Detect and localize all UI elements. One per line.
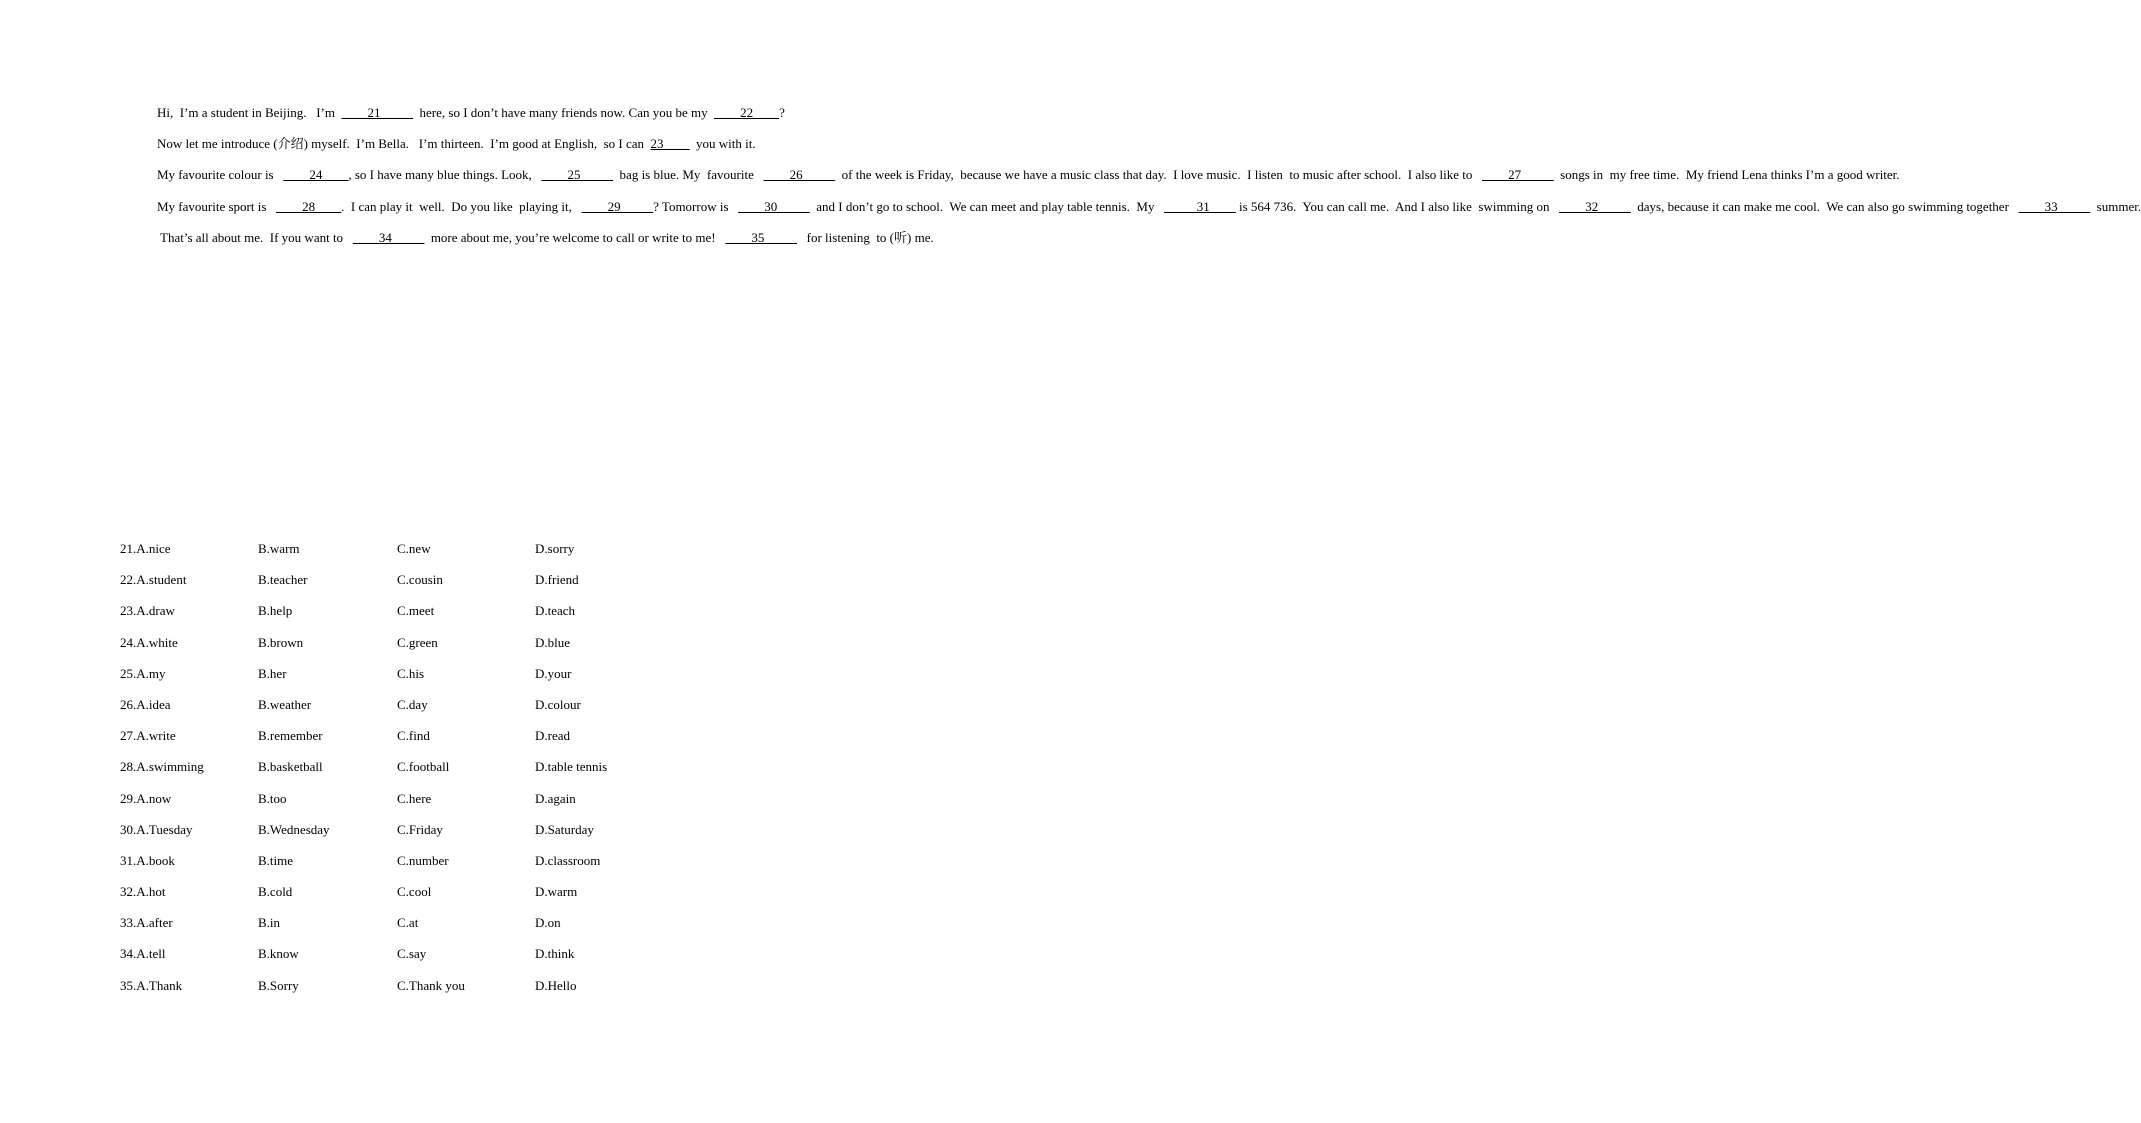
option-choice: D.Saturday [535,821,594,837]
question-options-row [120,533,680,564]
passage-text: Now let me introduce (介绍) myself. I’m Bella. I’m thirteen. I’m good at English, so I can [157,136,651,152]
option-choice: C.cousin [397,572,443,588]
passage-text: for listening to (听) me. [796,229,934,245]
option-choice: D.think [535,946,575,962]
passage-text: of the week is Friday, because we have a music class that day. I love music. I listen to music after school. I also like to [835,167,1483,183]
passage-text: songs in my free time. My friend Lena thinks I’m a good writer. [1553,167,1900,183]
passage-paragraph [120,128,756,159]
question-options-row [120,845,680,876]
option-choice: C.here [397,790,432,806]
passage-text: summer. [2090,198,2141,214]
option-choice: D.Hello [535,977,577,993]
option-choice: C.Thank you [397,977,465,993]
option-choice: B.Sorry [258,977,299,993]
option-choice: C.his [397,665,425,681]
option-choice: D.blue [535,634,571,650]
option-choice: 25.A.my [120,665,166,681]
passage-text: is 564 736. You can call me. And I also like swimming on [1235,198,1560,214]
passage-text: and I don’t go to school. We can meet and play table tennis. My [809,198,1165,214]
option-choice: B.brown [258,634,304,650]
answer-blank: ____34_____ [352,229,425,245]
question-options-row [120,689,680,720]
passage-text: Hi, I’m a student in Beijing. I’m [157,105,342,120]
answer-blank: ____30_____ [738,198,810,214]
option-choice: 24.A.white [120,634,178,650]
option-choice: 34.A.tell [120,946,166,962]
option-choice: 27.A.write [120,728,176,744]
option-choice: 28.A.swimming [120,759,204,775]
answer-blank: ____33_____ [2018,198,2091,214]
passage-text: you with it. [689,136,756,152]
passage-text: . I can play it well. Do you like playing it, [341,198,582,214]
option-choice: D.again [535,790,576,806]
passage-paragraph [120,222,934,253]
option-choice: B.know [258,946,299,962]
option-choice: B.cold [258,884,293,900]
answer-blank: ____35_____ [725,229,797,245]
option-choice: C.green [397,634,438,650]
option-choice: C.day [397,696,428,712]
passage-paragraph [120,191,2141,222]
option-choice: C.football [397,759,450,775]
question-options-row [120,938,680,969]
option-choice: 35.A.Thank [120,977,183,993]
option-choice: B.Wednesday [258,821,330,837]
question-options-row [120,658,680,689]
question-options-row [120,595,680,626]
passage-text: , so I have many blue things. Look, [348,167,542,183]
option-choice: B.warm [258,541,300,556]
option-choice: C.find [397,728,430,744]
option-choice: B.too [258,790,287,806]
passage-text: ? [779,105,785,120]
answer-blank: ____26_____ [763,167,836,183]
option-choice: 33.A.after [120,915,173,931]
option-choice: D.table tennis [535,759,608,775]
answer-blank: ____25_____ [541,167,614,183]
passage-text: days, because it can make me cool. We can also go swimming together [1630,198,2019,214]
answer-blank: ____22____ [714,105,780,120]
passage-text: My favourite colour is [157,167,284,183]
passage [120,97,2141,253]
option-choice: B.weather [258,696,312,712]
option-choice: C.cool [397,884,432,900]
option-choice: D.classroom [535,852,601,868]
passage-text: ? Tomorrow is [653,198,739,214]
option-choice: 22.A.student [120,572,187,588]
answer-blank: ____27_____ [1482,167,1554,183]
option-choice: C.meet [397,603,435,619]
option-choice: 30.A.Tuesday [120,821,193,837]
option-choice: 26.A.idea [120,696,171,712]
answer-blank: 23____ [650,136,690,152]
passage-text: That’s all about me. If you want to [157,229,353,245]
option-choice: B.help [258,603,293,619]
answer-blank: _____31____ [1164,198,1236,214]
question-options-row [120,720,680,751]
option-choice: B.in [258,915,281,931]
option-choice: C.number [397,852,449,868]
option-choice: 32.A.hot [120,884,166,900]
option-choice: D.warm [535,884,578,900]
option-choice: D.on [535,915,561,931]
option-choice: D.colour [535,696,581,712]
passage-paragraph [120,159,1900,190]
option-choice: C.say [397,946,427,962]
option-choice: B.her [258,665,287,681]
answer-options [120,533,680,1001]
question-options-row [120,814,680,845]
passage-text: bag is blue. My favourite [613,167,764,183]
passage-text: here, so I don’t have many friends now. Can you be my [413,105,715,120]
option-choice: D.sorry [535,541,575,556]
option-choice: 21.A.nice [120,541,171,556]
question-options-row [120,564,680,595]
option-choice: D.read [535,728,571,744]
answer-blank: ____29_____ [581,198,654,214]
option-choice: 29.A.now [120,790,172,806]
option-choice: B.basketball [258,759,323,775]
question-options-row [120,627,680,658]
option-choice: D.your [535,665,572,681]
option-choice: D.friend [535,572,579,588]
passage-text: My favourite sport is [157,198,277,214]
option-choice: C.Friday [397,821,443,837]
option-choice: B.teacher [258,572,308,588]
question-options-row [120,751,680,782]
answer-blank: ____32_____ [1559,198,1631,214]
answer-blank: ____24____ [283,167,349,183]
option-choice: 23.A.draw [120,603,175,619]
option-choice: D.teach [535,603,576,619]
question-options-row [120,970,680,1001]
option-choice: B.remember [258,728,323,744]
question-options-row [120,783,680,814]
option-choice: C.new [397,541,431,556]
question-options-row [120,907,680,938]
answer-blank: ____21_____ [341,105,414,120]
option-choice: C.at [397,915,419,931]
option-choice: 31.A.book [120,852,175,868]
option-choice: B.time [258,852,294,868]
passage-paragraph [120,97,785,128]
question-options-row [120,876,680,907]
passage-text: more about me, you’re welcome to call or write to me! [424,229,726,245]
answer-blank: ____28____ [276,198,342,214]
